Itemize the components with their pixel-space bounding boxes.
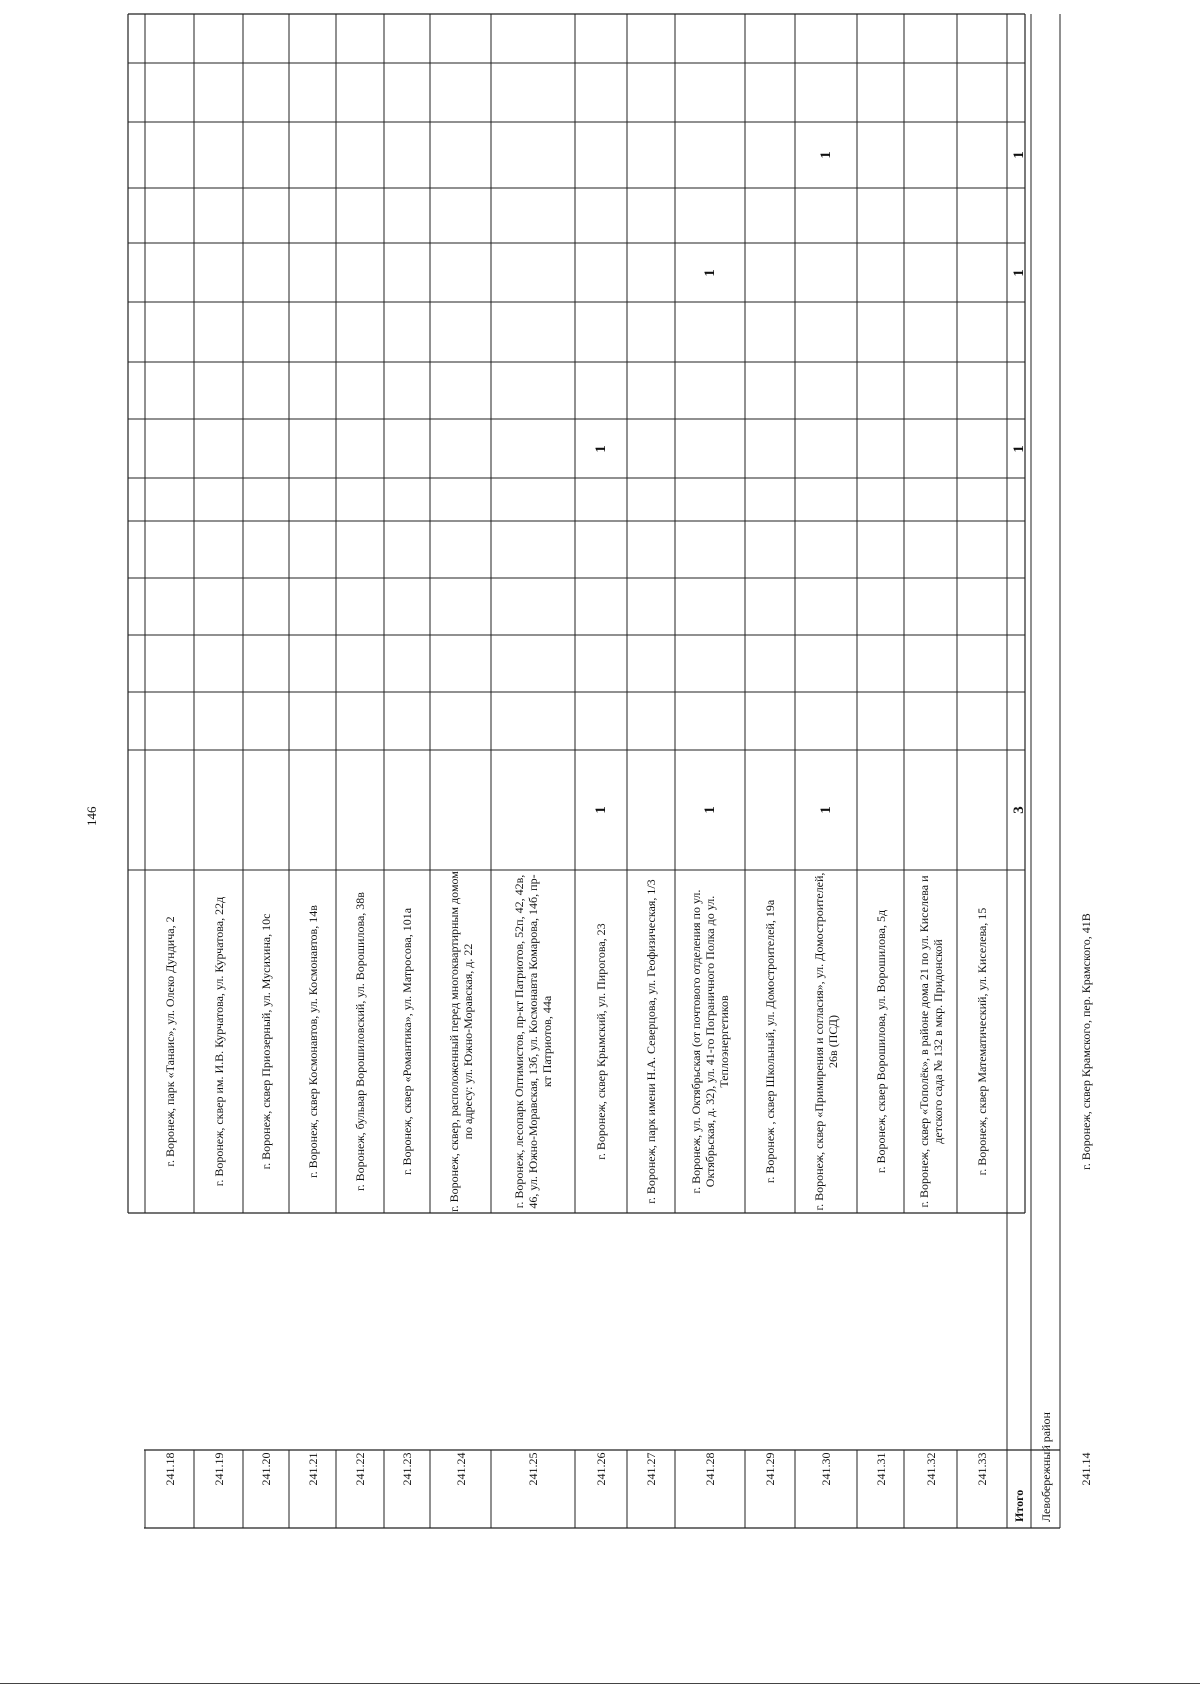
row-number-cell: 241.28 <box>703 1452 717 1486</box>
row-number-cell: 241.14 <box>1079 1452 1093 1486</box>
row-number-cell: 241.22 <box>353 1452 367 1486</box>
row-number-cell: 241.29 <box>763 1452 777 1486</box>
object-name-cell: г. Воронеж, парк имени Н.А. Северцова, ул. Геофизическая, 1/3 <box>644 879 658 1204</box>
row-number-cell: 241.26 <box>594 1452 608 1486</box>
object-name-cell: г. Воронеж, лесопарк Оптимистов, пр-кт Патриотов, 52п, 42, 42в, 46, ул. Южно-Моравская, 13б, ул. Космонавта Комарова, 14б, пр-кт Патриотов, 44а <box>512 874 554 1209</box>
object-name-cell: г. Воронеж, сквер «Примирения и согласия», ул. Домостроителей, 26в (ПСД) <box>812 872 840 1211</box>
row-number-cell: 241.21 <box>305 1452 320 1486</box>
row-number-cell: 241.30 <box>819 1452 833 1486</box>
row-number-cell: 241.20 <box>259 1452 273 1486</box>
value-cell: 1 <box>1010 151 1027 159</box>
object-name-cell: г. Воронеж, сквер «Тополёк», в районе дома 21 по ул. Киселева и детского сада № 132 в мкр. Придонской <box>916 875 945 1208</box>
value-cell: 1 <box>817 151 834 159</box>
value-cell: 1 <box>701 268 718 277</box>
object-name-cell: г. Воронеж, ул. Октябрьская (от почтового отделения по ул. Октябрьская, д. 32), ул. 41-го Пограничного Полка до ул. Теплоэнергетиков <box>689 889 731 1194</box>
object-name-cell: г. Воронеж, сквер Приозерный, ул. Мусихина, 10с <box>259 913 273 1170</box>
district-header: Левобережный район <box>1038 1412 1053 1522</box>
row-number-cell: 241.23 <box>400 1452 414 1486</box>
object-name-cell: г. Воронеж, сквер им. И.В. Курчатова, ул. Курчатова, 22д <box>211 896 226 1187</box>
object-name-cell: г. Воронеж, сквер Крымский, ул. Пирогова, 23 <box>594 923 608 1160</box>
value-cell: 1 <box>1010 268 1027 277</box>
value-cell: 1 <box>1010 444 1027 453</box>
object-name-cell: г. Воронеж, сквер «Романтика», ул. Матросова, 101а <box>400 907 414 1176</box>
object-name-cell: г. Воронеж, сквер Математический, ул. Киселева, 15 <box>975 907 989 1176</box>
row-number-cell: 241.27 <box>644 1452 658 1486</box>
object-name-cell: г. Воронеж , сквер Школьный, ул. Домостроителей, 19а <box>763 899 777 1184</box>
value-cell: 1 <box>701 806 718 814</box>
value-cell: 1 <box>592 444 609 453</box>
page-bottom-rule <box>0 1683 1200 1684</box>
row-number-cell: 241.32 <box>923 1452 938 1486</box>
object-name-cell: г. Воронеж, сквер Крамского, пер. Крамского, 41В <box>1079 913 1093 1170</box>
value-cell: 1 <box>592 806 609 814</box>
row-number-cell: 241.33 <box>975 1452 989 1486</box>
object-name-cell: г. Воронеж, парк «Танаис», ул. Олеко Дундича, 2 <box>162 916 177 1167</box>
page-number: 146 <box>84 806 99 826</box>
object-name-cell: г. Воронеж, сквер, расположенный перед многоквартирным домом по адресу: ул. Южно-Моравская, д. 22 <box>446 871 475 1212</box>
object-name-cell: г. Воронеж, сквер Космонавтов, ул. Космонавтов, 14в <box>305 905 320 1178</box>
total-label: Итого <box>1012 1489 1026 1522</box>
object-name-cell: г. Воронеж, сквер Ворошилова, ул. Ворошилова, 5д <box>873 909 888 1174</box>
row-number-cell: 241.18 <box>162 1452 177 1486</box>
row-number-cell: 241.19 <box>211 1452 226 1486</box>
row-number-cell: 241.24 <box>453 1452 468 1486</box>
object-name-cell: г. Воронеж, бульвар Ворошиловский, ул. Ворошилова, 38в <box>353 892 367 1191</box>
value-cell: 1 <box>817 806 834 814</box>
value-cell: 3 <box>1010 806 1027 814</box>
row-number-cell: 241.25 <box>526 1452 540 1486</box>
row-number-cell: 241.31 <box>873 1452 888 1486</box>
